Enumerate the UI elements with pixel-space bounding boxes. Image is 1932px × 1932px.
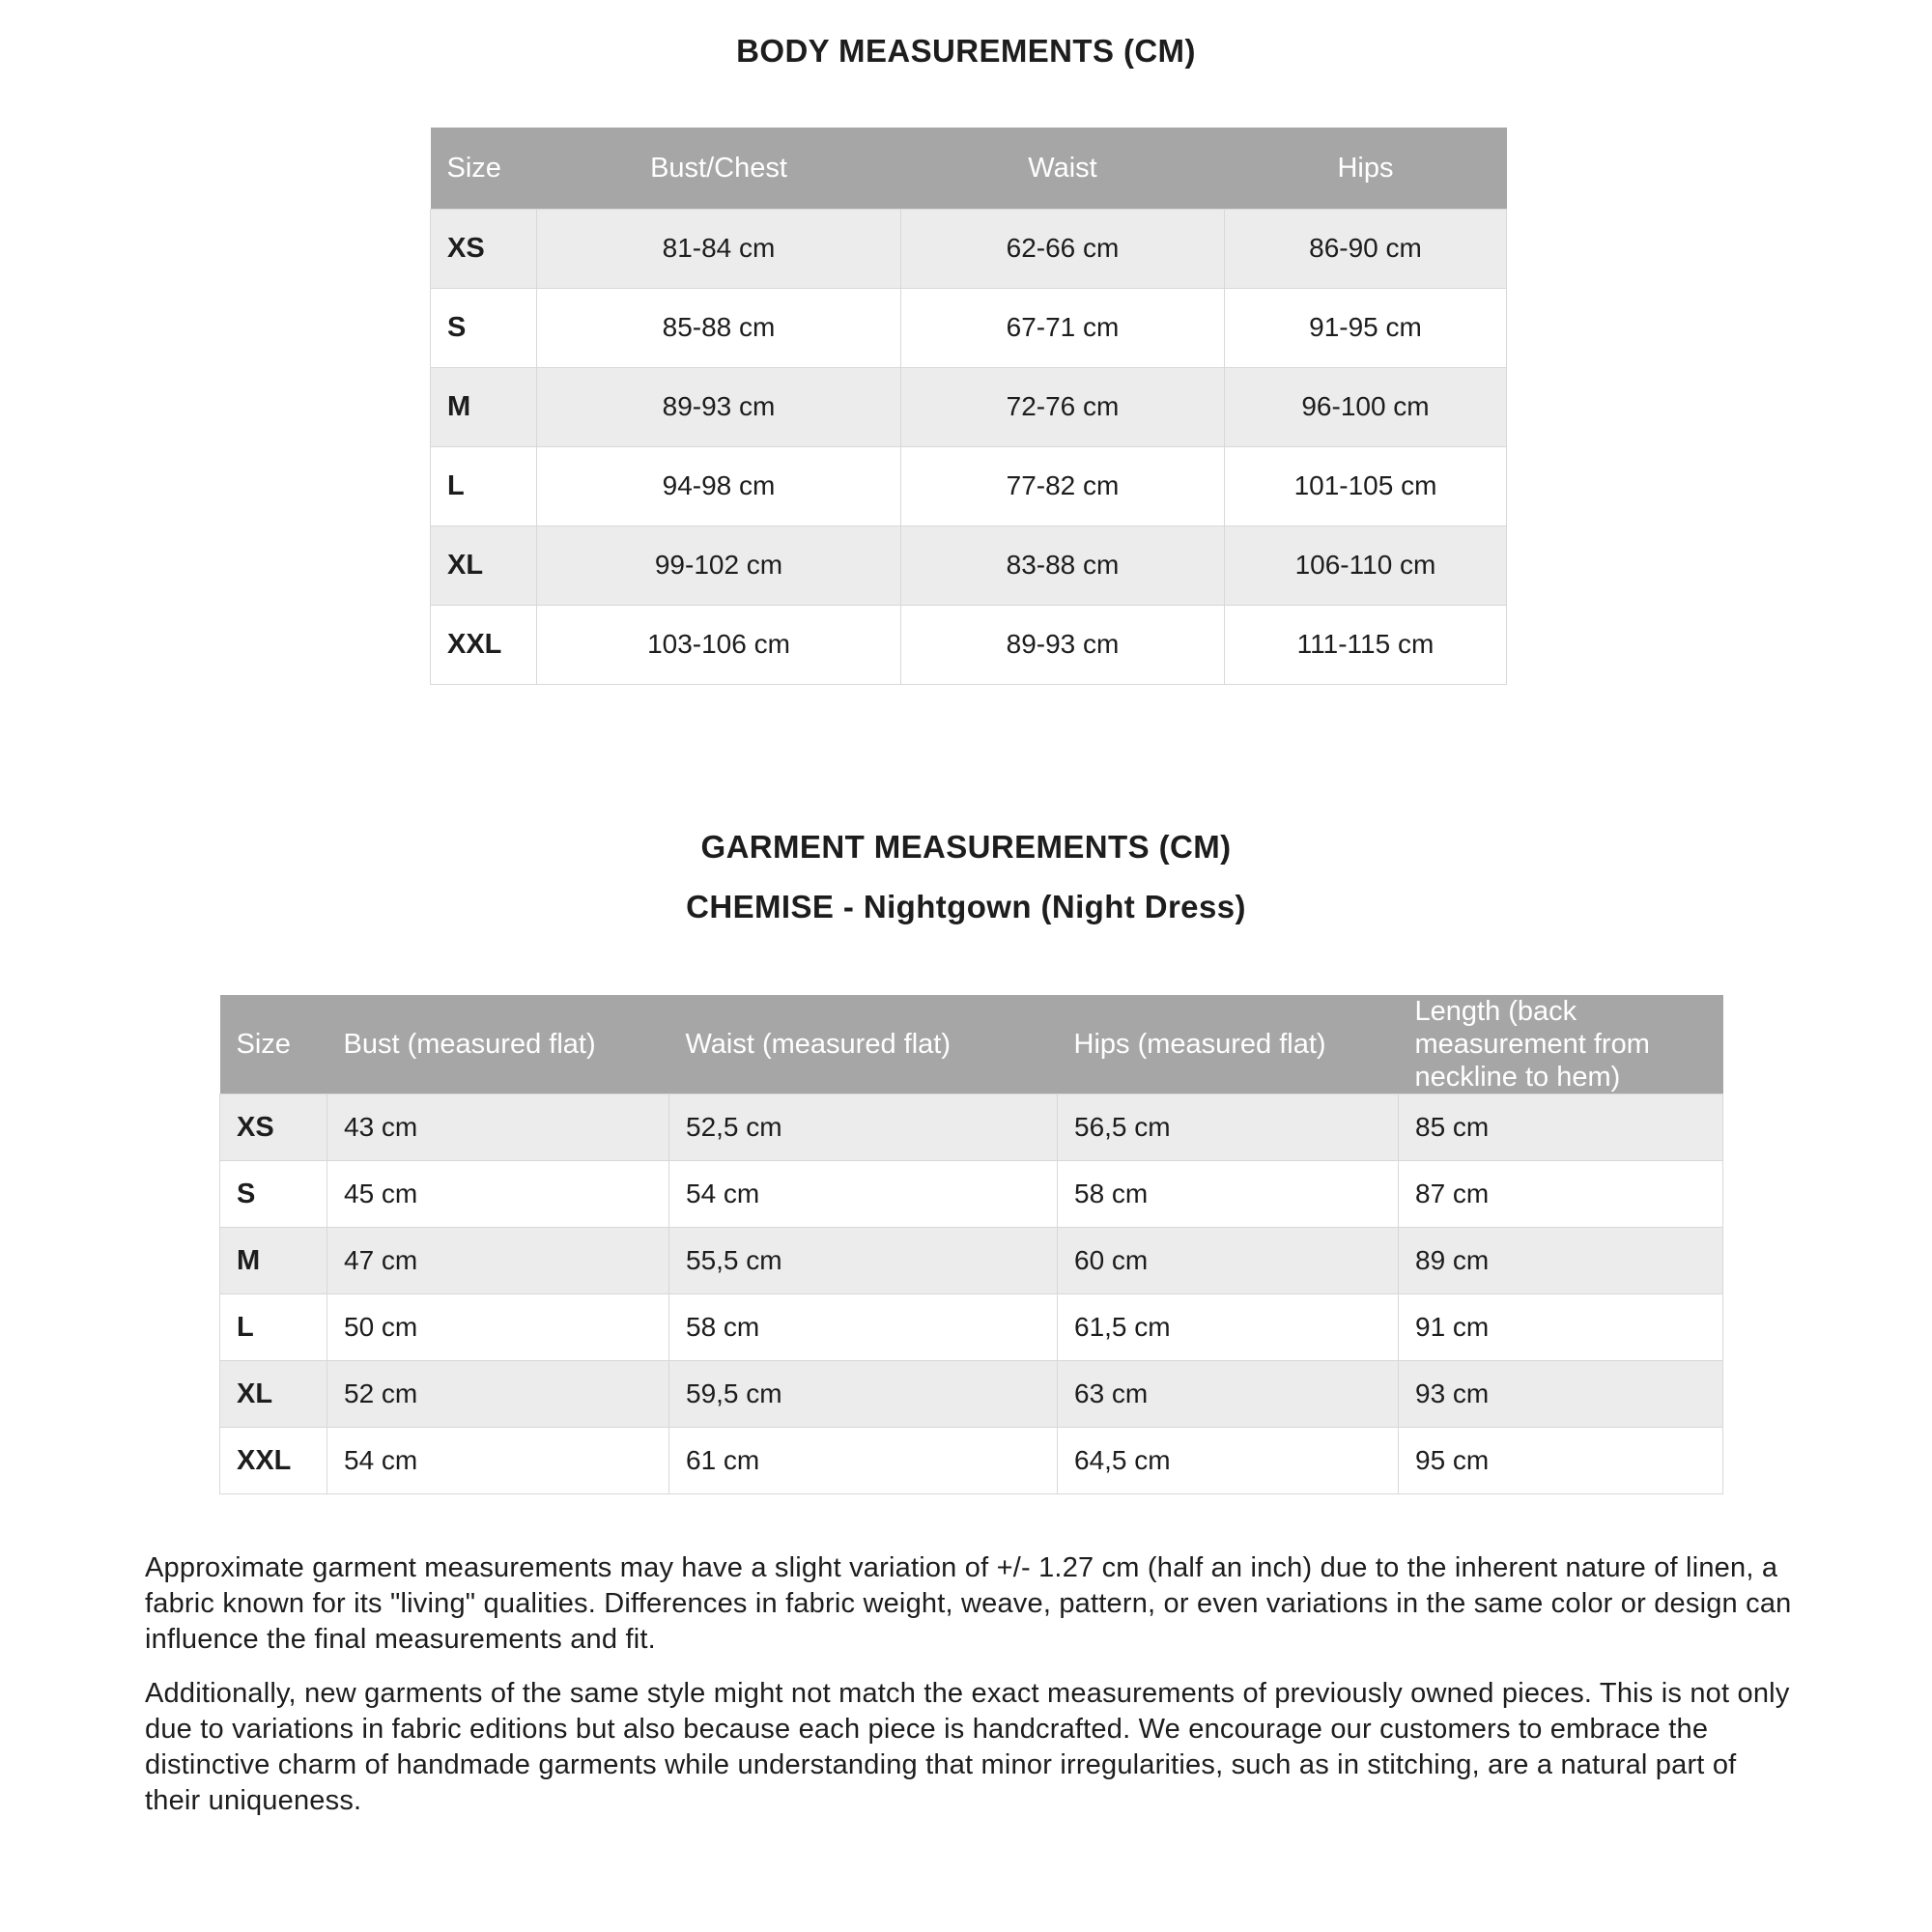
length-cell: 95 cm	[1399, 1428, 1723, 1494]
bust-cell: 103-106 cm	[537, 605, 901, 684]
table-row-s	[220, 1161, 1723, 1228]
column-header-waist: Waist	[901, 128, 1225, 209]
body-table-header-row	[431, 128, 1507, 209]
body-measurements-table	[430, 128, 1507, 685]
table-row-l	[220, 1294, 1723, 1361]
bust-cell: 45 cm	[327, 1161, 669, 1228]
table-row-l	[431, 446, 1507, 526]
waist-cell: 58 cm	[669, 1294, 1058, 1361]
waist-cell: 67-71 cm	[901, 288, 1225, 367]
table-row-xxl	[220, 1428, 1723, 1494]
table-row-xl	[220, 1361, 1723, 1428]
bust-cell: 99-102 cm	[537, 526, 901, 605]
column-header-size: Size	[220, 995, 327, 1094]
size-cell: M	[220, 1228, 327, 1294]
size-cell: XXL	[431, 605, 537, 684]
chemise-subtitle: CHEMISE - Nightgown (Night Dress)	[686, 889, 1246, 924]
column-header-length: Length (back measurement from neckline to hem)	[1399, 995, 1723, 1094]
column-header-hips-flat: Hips (measured flat)	[1058, 995, 1399, 1094]
waist-cell: 72-76 cm	[901, 367, 1225, 446]
waist-cell: 77-82 cm	[901, 446, 1225, 526]
hips-cell: 86-90 cm	[1225, 209, 1507, 288]
table-row-m	[220, 1228, 1723, 1294]
waist-cell: 52,5 cm	[669, 1094, 1058, 1161]
bust-cell: 89-93 cm	[537, 367, 901, 446]
bust-cell: 54 cm	[327, 1428, 669, 1494]
variation-note-paragraph: Approximate garment measurements may have a slight variation of +/- 1.27 cm (half an inch) due to the inherent nature of linen, a fabric known for its "living" qualities. Differences in fabric weight, weave, pattern, or even variations in the same color or design can influence the final measurements and fit.	[145, 1552, 1792, 1655]
bust-cell: 85-88 cm	[537, 288, 901, 367]
waist-cell: 54 cm	[669, 1161, 1058, 1228]
size-cell: L	[220, 1294, 327, 1361]
size-cell: M	[431, 367, 537, 446]
bust-cell: 43 cm	[327, 1094, 669, 1161]
size-cell: XL	[220, 1361, 327, 1428]
garment-measurements-title: GARMENT MEASUREMENTS (CM)	[700, 829, 1232, 865]
column-header-size: Size	[431, 128, 537, 209]
column-header-bust-flat: Bust (measured flat)	[327, 995, 669, 1094]
size-cell: S	[431, 288, 537, 367]
waist-cell: 55,5 cm	[669, 1228, 1058, 1294]
notes-section	[145, 1550, 1799, 1819]
length-cell: 85 cm	[1399, 1094, 1723, 1161]
size-cell: L	[431, 446, 537, 526]
bust-cell: 52 cm	[327, 1361, 669, 1428]
hips-cell: 63 cm	[1058, 1361, 1399, 1428]
size-cell: XXL	[220, 1428, 327, 1494]
hips-cell: 64,5 cm	[1058, 1428, 1399, 1494]
length-cell: 87 cm	[1399, 1161, 1723, 1228]
waist-cell: 61 cm	[669, 1428, 1058, 1494]
bust-cell: 81-84 cm	[537, 209, 901, 288]
table-row-xs	[431, 209, 1507, 288]
table-row-xl	[431, 526, 1507, 605]
waist-cell: 83-88 cm	[901, 526, 1225, 605]
hips-cell: 60 cm	[1058, 1228, 1399, 1294]
hips-cell: 56,5 cm	[1058, 1094, 1399, 1161]
hips-cell: 101-105 cm	[1225, 446, 1507, 526]
length-cell: 91 cm	[1399, 1294, 1723, 1361]
bust-cell: 47 cm	[327, 1228, 669, 1294]
garment-measurements-table	[219, 995, 1723, 1494]
size-cell: XS	[431, 209, 537, 288]
size-cell: XS	[220, 1094, 327, 1161]
hips-cell: 106-110 cm	[1225, 526, 1507, 605]
table-row-m	[431, 367, 1507, 446]
hips-cell: 91-95 cm	[1225, 288, 1507, 367]
length-cell: 89 cm	[1399, 1228, 1723, 1294]
column-header-waist-flat: Waist (measured flat)	[669, 995, 1058, 1094]
table-row-s	[431, 288, 1507, 367]
size-cell: S	[220, 1161, 327, 1228]
waist-cell: 62-66 cm	[901, 209, 1225, 288]
size-cell: XL	[431, 526, 537, 605]
hips-cell: 58 cm	[1058, 1161, 1399, 1228]
waist-cell: 59,5 cm	[669, 1361, 1058, 1428]
length-cell: 93 cm	[1399, 1361, 1723, 1428]
hips-cell: 111-115 cm	[1225, 605, 1507, 684]
waist-cell: 89-93 cm	[901, 605, 1225, 684]
body-measurements-title: BODY MEASUREMENTS (CM)	[736, 33, 1196, 69]
garment-table-header-row	[220, 995, 1723, 1094]
table-row-xxl	[431, 605, 1507, 684]
hips-cell: 61,5 cm	[1058, 1294, 1399, 1361]
column-header-bust-chest: Bust/Chest	[537, 128, 901, 209]
handcrafted-note-paragraph: Additionally, new garments of the same style might not match the exact measurements of previously owned pieces. This is not only due to variations in fabric editions but also because each piece is handcrafted. We encourage our customers to embrace the distinctive charm of handmade garments while understanding that minor irregularities, such as in stitching, are a natural part of their uniqueness.	[145, 1678, 1790, 1816]
column-header-hips: Hips	[1225, 128, 1507, 209]
bust-cell: 94-98 cm	[537, 446, 901, 526]
bust-cell: 50 cm	[327, 1294, 669, 1361]
table-row-xs	[220, 1094, 1723, 1161]
hips-cell: 96-100 cm	[1225, 367, 1507, 446]
